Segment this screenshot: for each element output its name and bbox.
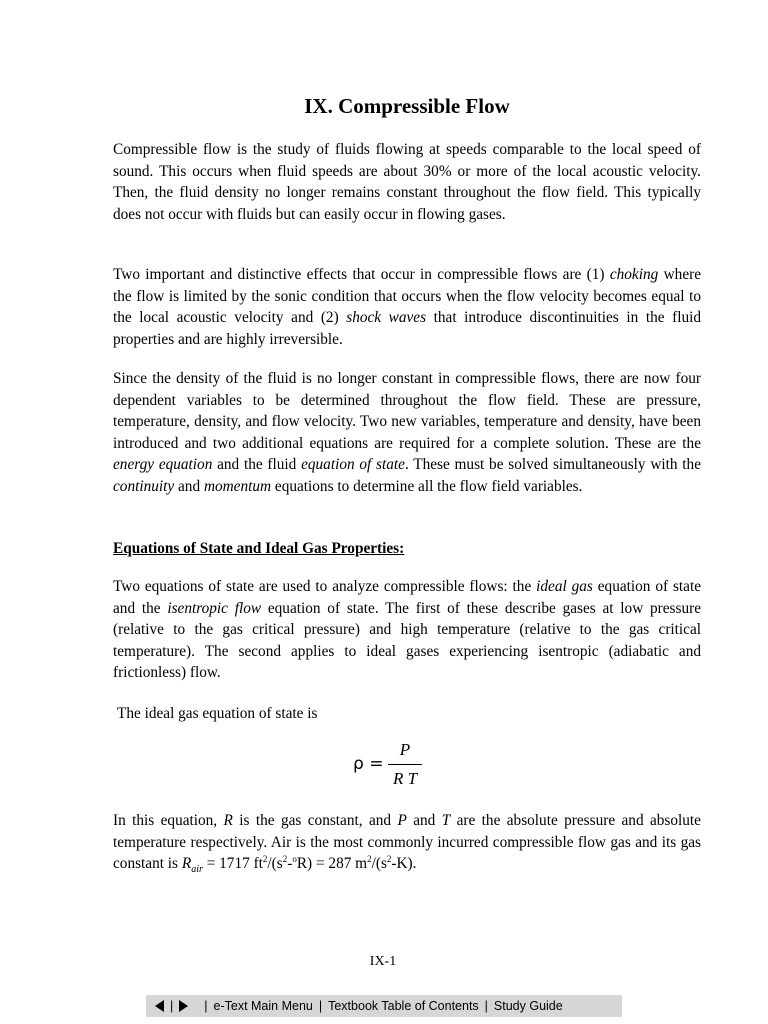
text-run: and the fluid bbox=[212, 456, 302, 474]
equation-denominator: R T bbox=[392, 769, 418, 788]
text-run: Two important and distinctive effects that occur in compressible flows are (1) bbox=[113, 266, 610, 283]
page-title: IX. Compressible Flow bbox=[304, 94, 510, 118]
text-run: Two equations of state are used to analyze compressible flows: the bbox=[113, 578, 537, 595]
term-momentum: momentum bbox=[203, 477, 272, 495]
term-continuity: continuity bbox=[113, 477, 175, 495]
text-run: equation of state. The first of these describe gases at low pressure (relative to the gas critical pressure) and high temperature (relative to the gas critical temperature). The second applies to ideal gases experiencing isentropic (adiabatic and frictionless) flow. bbox=[113, 599, 701, 682]
text-run: where the flow is limited by the sonic condition that occurs when the flow velocity becomes equal to the local acoustic velocity and (2) bbox=[113, 266, 701, 327]
text-run: Since the density of the fluid is no longer constant in compressible flows, there are now four dependent variables to be determined throughout the flow field. These are pressure, temperature, density, and flow velocity. Two new variables, temperature and density, have been introduced and two additional equations are required for a complete solution. These are the bbox=[113, 370, 701, 452]
term-shock-waves: shock waves bbox=[346, 309, 427, 327]
superscript-degree: o bbox=[292, 854, 297, 865]
text-run: that introduce discontinuities in the fluid properties and are highly irreversible. bbox=[113, 309, 701, 348]
nav-separator: | bbox=[170, 999, 174, 1013]
paragraph-equations-of-state bbox=[113, 576, 701, 684]
text-run: In this equation, bbox=[113, 812, 224, 829]
table-of-contents-link[interactable]: Textbook Table of Contents bbox=[328, 999, 479, 1013]
text-run: /(s bbox=[371, 855, 387, 873]
text-run: R) = 287 m bbox=[296, 855, 368, 873]
superscript: 2 bbox=[367, 854, 372, 865]
text-run: equation of state and the bbox=[113, 578, 701, 617]
text-run: . These must be solved simultaneously with the bbox=[404, 456, 701, 474]
equation-lhs: ρ = bbox=[353, 754, 384, 774]
previous-page-arrow-icon[interactable] bbox=[155, 1000, 164, 1012]
symbol-t: T bbox=[441, 812, 451, 829]
paragraph-intro: Compressible flow is the study of fluids flowing at speeds comparable to the local speed of sound. This occurs when fluid speeds are about 30% or more of the local acoustic velocity. Then, the fluid density no longer remains constant throughout the flow field. This typically does not occur with fluids but can easily occur in flowing gases. bbox=[113, 141, 701, 223]
etext-main-menu-link[interactable]: e-Text Main Menu bbox=[213, 999, 313, 1013]
term-equation-of-state: equation of state bbox=[301, 456, 405, 474]
superscript: 2 bbox=[262, 854, 268, 865]
nav-separator: | bbox=[318, 999, 323, 1013]
paragraph-ideal-gas-intro: The ideal gas equation of state is bbox=[117, 705, 318, 722]
subscript-air: air bbox=[191, 864, 203, 876]
section-heading: Equations of State and Ideal Gas Properties: bbox=[113, 540, 405, 557]
term-ideal-gas: ideal gas bbox=[536, 578, 593, 595]
term-isentropic-flow: isentropic flow bbox=[167, 599, 262, 617]
symbol-r-air: R bbox=[181, 855, 192, 873]
ideal-gas-equation bbox=[353, 738, 473, 792]
superscript: 2 bbox=[386, 854, 392, 865]
text-run: = 1717 ft bbox=[202, 855, 263, 873]
fraction-bar bbox=[388, 764, 422, 765]
term-energy-equation: energy equation bbox=[113, 456, 213, 474]
paragraph-variables bbox=[113, 368, 701, 498]
text-run: are the absolute pressure and absolute temperature respectively. Air is the most commonly incurred compressible flow gas and its gas constant is bbox=[113, 812, 701, 873]
nav-separator: | bbox=[484, 999, 488, 1013]
study-guide-link[interactable]: Study Guide bbox=[493, 999, 563, 1013]
paragraph-effects bbox=[113, 264, 701, 350]
text-run: equations to determine all the flow field variables. bbox=[271, 477, 583, 495]
text-run: - bbox=[287, 855, 293, 873]
next-page-arrow-icon[interactable] bbox=[179, 1000, 188, 1012]
text-run: is the gas constant, and bbox=[232, 812, 398, 829]
text-run: /(s bbox=[267, 855, 283, 873]
symbol-p: P bbox=[397, 812, 407, 829]
term-choking: choking bbox=[609, 266, 659, 283]
text-run: -K). bbox=[391, 855, 417, 873]
superscript: 2 bbox=[282, 854, 288, 865]
paragraph-gas-constant bbox=[113, 810, 701, 875]
symbol-r: R bbox=[223, 812, 233, 829]
equation-numerator: P bbox=[399, 740, 411, 759]
page-number: IX-1 bbox=[369, 954, 397, 969]
equation-fraction bbox=[388, 738, 422, 791]
etext-navigation-bar bbox=[146, 995, 622, 1017]
text-run: and bbox=[406, 812, 442, 829]
text-run: and bbox=[174, 477, 204, 495]
nav-separator: | bbox=[204, 999, 208, 1013]
